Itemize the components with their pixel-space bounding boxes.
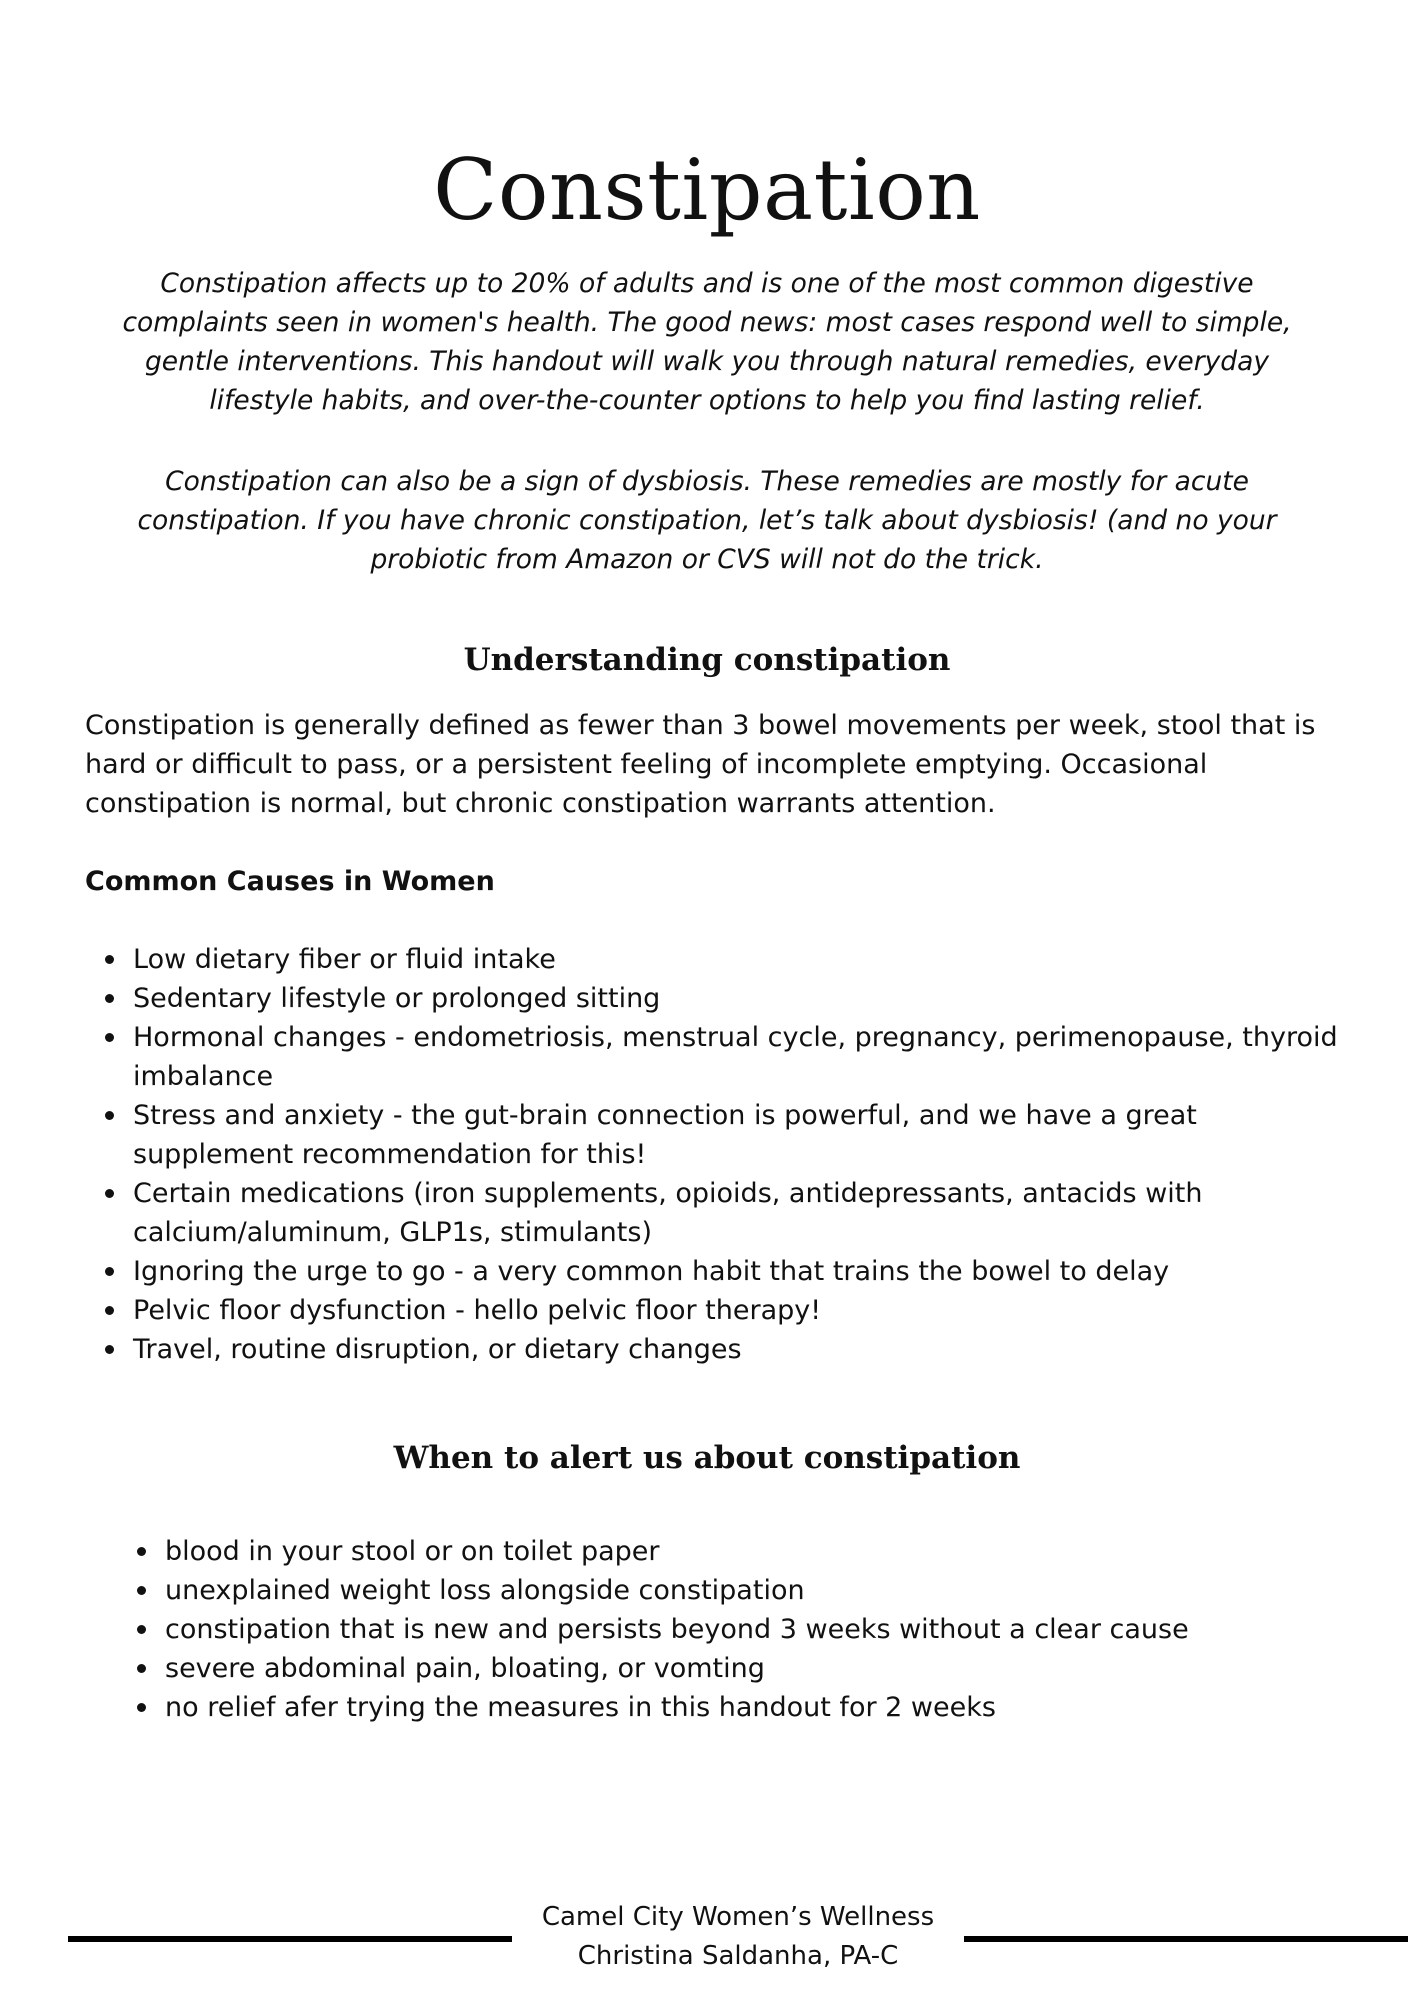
list-item: Sedentary lifestyle or prolonged sitting: [85, 979, 1345, 1018]
list-item: Certain medications (iron supplements, opioids, antidepressants, antacids with calcium/aluminum, GLP1s, stimulants): [85, 1174, 1345, 1252]
list-item: no relief afer trying the measures in this handout for 2 weeks: [117, 1688, 1317, 1727]
alert-list: [117, 1532, 1317, 1727]
list-item: Stress and anxiety - the gut-brain connection is powerful, and we have a great supplement recommendation for this!: [85, 1096, 1345, 1174]
footer-practice-name: Camel City Women’s Wellness: [541, 1902, 935, 1932]
page-title: Constipation: [433, 141, 981, 239]
list-item: Hormonal changes - endometriosis, menstrual cycle, pregnancy, perimenopause, thyroid imbalance: [85, 1018, 1345, 1096]
alert-heading: When to alert us about constipation: [393, 1440, 1021, 1476]
list-item: blood in your stool or on toilet paper: [117, 1532, 1317, 1571]
footer-divider-left: [68, 1936, 512, 1942]
list-item: Travel, routine disruption, or dietary changes: [85, 1330, 1345, 1369]
causes-list: [85, 940, 1345, 1369]
footer: [512, 1898, 964, 1976]
dysbiosis-note: Constipation can also be a sign of dysbiosis. These remedies are mostly for acute constipation. If you have chronic constipation, let’s talk about dysbiosis! (and no your probiotic from Amazon or CVS will not do the trick.: [137, 466, 1277, 575]
understanding-heading: Understanding constipation: [463, 642, 951, 678]
list-item: Ignoring the urge to go - a very common habit that trains the bowel to delay: [85, 1252, 1345, 1291]
footer-divider-right: [964, 1936, 1408, 1942]
footer-provider-name: Christina Saldanha, PA-C: [577, 1941, 899, 1971]
definition-paragraph: Constipation is generally defined as fewer than 3 bowel movements per week, stool that is hard or difficult to pass, or a persistent feeling of incomplete emptying. Occasional constipation is normal, but chronic constipation warrants attention.: [85, 710, 1316, 819]
list-item: constipation that is new and persists beyond 3 weeks without a clear cause: [117, 1610, 1317, 1649]
list-item: Pelvic floor dysfunction - hello pelvic floor therapy!: [85, 1291, 1345, 1330]
list-item: Low dietary fiber or fluid intake: [85, 940, 1345, 979]
list-item: unexplained weight loss alongside constipation: [117, 1571, 1317, 1610]
causes-heading: Common Causes in Women: [85, 866, 495, 897]
intro-paragraph: Constipation affects up to 20% of adults and is one of the most common digestive complaints seen in women's health. The good news: most cases respond well to simple, gentle interventions. This handout will walk you through natural remedies, everyday lifestyle habits, and over-the-counter options to help you find lasting relief.: [122, 268, 1292, 416]
list-item: severe abdominal pain, bloating, or vomting: [117, 1649, 1317, 1688]
